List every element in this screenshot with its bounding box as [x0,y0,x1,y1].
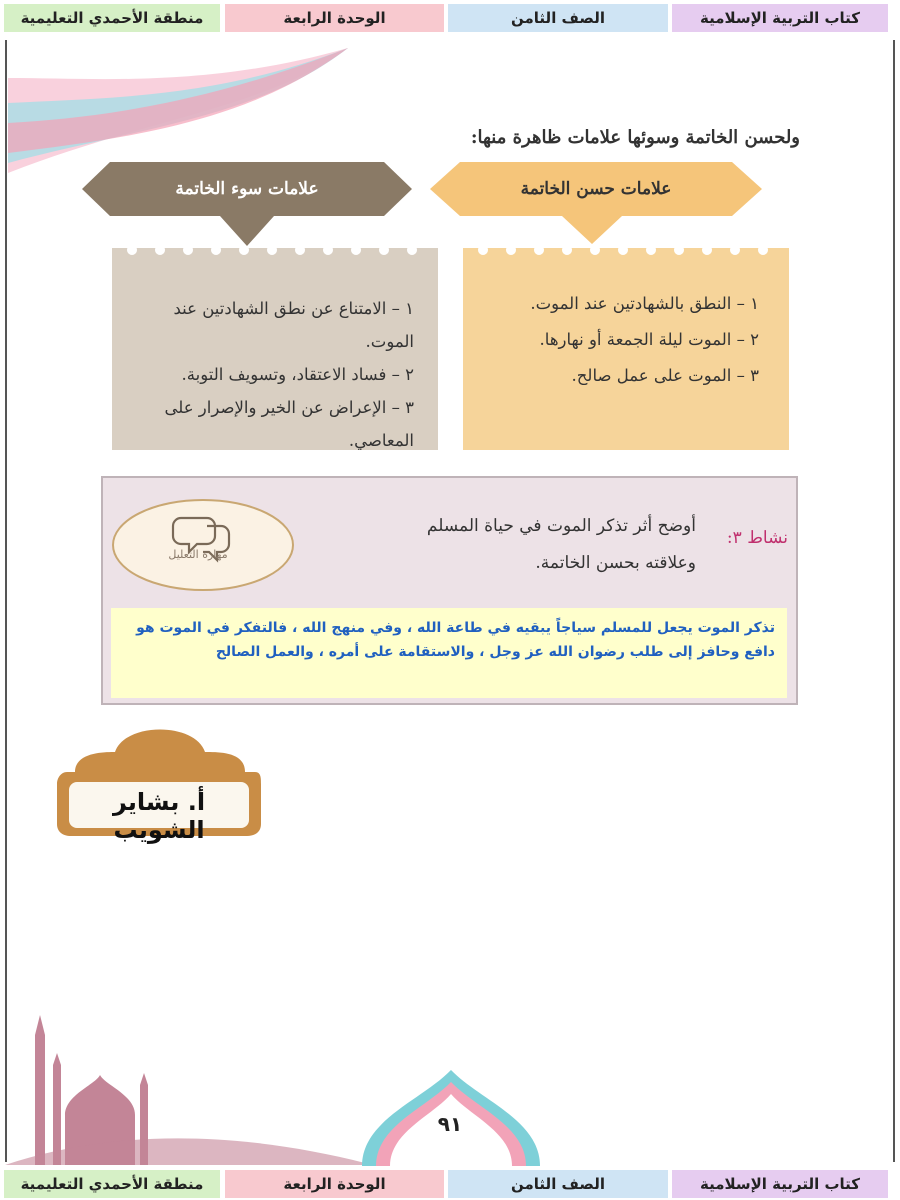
list-item: ٣ – الموت على عمل صالح. [571,366,759,385]
author-name: أ. بشاير الشويب [112,788,206,844]
header-grade: الصف الثامن [448,4,668,32]
list-item: ١ – الامتناع عن نطق الشهادتين عند الموت. [173,299,414,351]
header-unit: الوحدة الرابعة [225,4,444,32]
bad-end-banner-shape [82,162,412,252]
good-end-banner [430,162,762,216]
answer-box: تذكر الموت يجعل للمسلم سياجاً يبقيه في طاعة الله ، وفي منهج الله ، فالتفكر في الموت هو دافع وحافز إلى طلب رضوان الله عز وجل ، والاستقامة على أمره ، والعمل الصالح [111,608,787,698]
header-book: كتاب التربية الإسلامية [672,4,888,32]
activity-question: أوضح أثر تذكر الموت في حياة المسلم وعلاقته بحسن الخاتمة. [426,516,696,573]
top-header [0,0,900,34]
list-item: ١ – النطق بالشهادتين عند الموت. [530,294,759,313]
activity-box [101,476,798,705]
good-end-list [477,286,759,394]
good-end-card [463,248,789,450]
list-item: ٣ – الإعراض عن الخير والإصرار على المعاصي. [164,398,414,450]
intro-text: ولحسن الخاتمة وسوئها علامات ظاهرة منها: [470,127,800,148]
list-item: ٢ – الموت ليلة الجمعة أو نهارها. [539,330,759,349]
page-number: ٩١ [437,1112,463,1136]
bad-end-card [112,248,438,450]
bad-end-title: علامات سوء الخاتمة [175,179,319,199]
header-region: منطقة الأحمدي التعليمية [4,1170,220,1198]
card-notch [112,248,438,262]
bad-end-list [126,292,414,457]
header-unit: الوحدة الرابعة [225,1170,444,1198]
header-book: كتاب التربية الإسلامية [672,1170,888,1198]
skill-badge [109,496,297,594]
bottom-header [0,1166,900,1200]
card-notch [463,248,789,262]
skill-label: مهارة التعليل [168,548,228,561]
activity-label: نشاط ٣: [726,528,788,548]
decorative-ribbon [8,48,353,173]
header-grade: الصف الثامن [448,1170,668,1198]
good-end-banner-shape [430,162,762,252]
bad-end-banner [82,162,412,216]
mosque-silhouette [5,1015,365,1165]
list-item: ٢ – فساد الاعتقاد، وتسويف التوبة. [181,365,414,384]
good-end-title: علامات حسن الخاتمة [520,179,672,199]
header-region: منطقة الأحمدي التعليمية [4,4,220,32]
